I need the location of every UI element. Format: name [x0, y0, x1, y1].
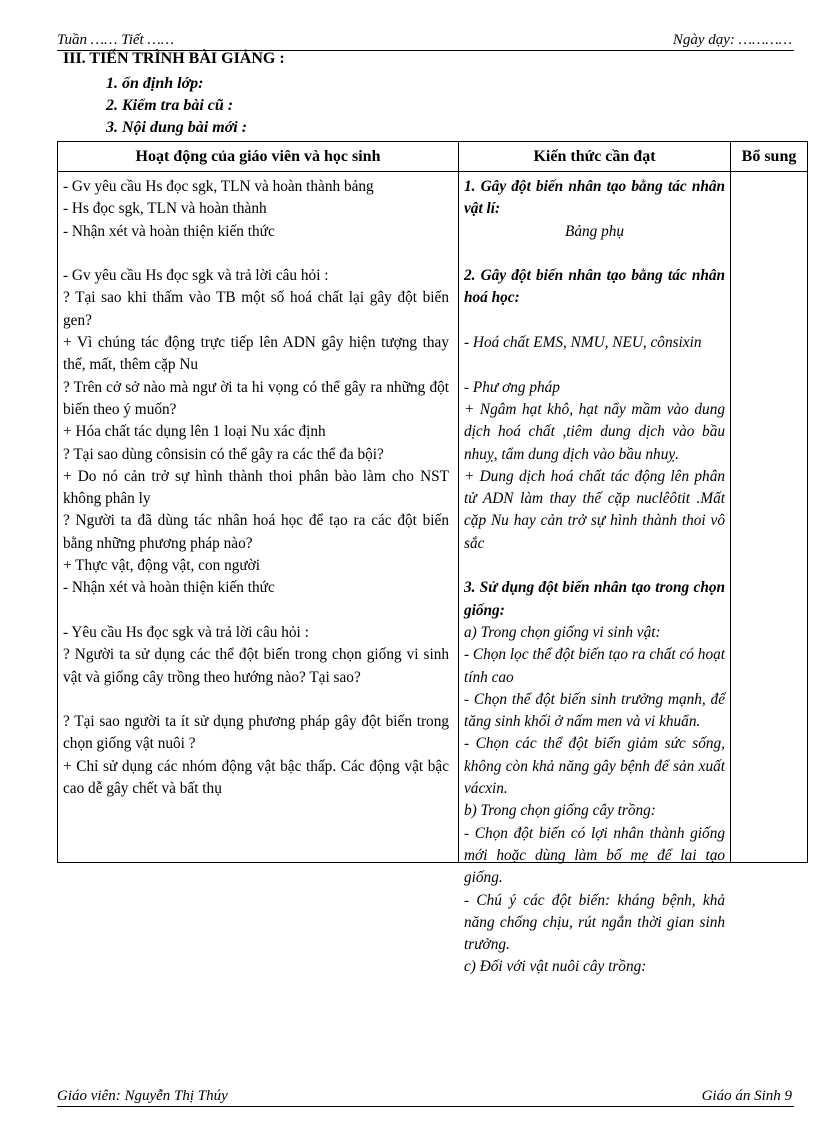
activity-line: + Chỉ sử dụng các nhóm động vật bậc thấp. Các động vật bậc cao dễ gây chết và bất thụ	[63, 757, 449, 798]
header-teaching-date: Ngày dạy: …………	[672, 32, 792, 48]
lesson-table	[57, 141, 808, 976]
activity-line: ? Tại sao khi thấm vào TB một số hoá chất lại gây đột biến gen?	[63, 289, 449, 329]
table-header-activities: Hoạt động của giáo viên và học sinh	[135, 148, 381, 165]
activity-line: ? Tại sao dùng cônsisin có thể gây ra các thể đa bội?	[63, 445, 384, 463]
knowledge-heading-3: 3. Sử dụng đột biến nhân tạo trong chọn giống:	[464, 579, 725, 619]
activity-line: ? Người ta đã dùng tác nhân hoá học để tạo ra các đột biến bằng những phương pháp nào?	[63, 512, 449, 552]
section-title: III. TIẾN TRÌNH BÀI GIẢNG :	[63, 50, 285, 67]
activity-line: - Gv yêu cầu Hs đọc sgk, TLN và hoàn thành bảng	[63, 178, 374, 195]
knowledge-line: a) Trong chọn giống vi sinh vật:	[464, 623, 661, 641]
knowledge-line: - Chọn đột biến có lợi nhân thành giống mới hoặc dùng làm bố mẹ để lai tạo giống.	[464, 824, 725, 887]
knowledge-note: Bảng phụ	[564, 222, 625, 240]
knowledge-line: - Hoá chất EMS, NMU, NEU, cônsixin	[464, 334, 702, 352]
footer-teacher: Giáo viên: Nguyễn Thị Thúy	[57, 1088, 228, 1104]
header-divider	[58, 171, 807, 172]
activity-line: + Vì chúng tác động trực tiếp lên ADN gây hiện tượng thay thế, mất, thêm cặp Nu	[63, 334, 449, 374]
section-item-3: 3. Nội dung bài mới :	[106, 119, 248, 136]
activity-line: + Hóa chất tác dụng lên 1 loại Nu xác định	[63, 423, 326, 441]
activity-line: - Nhận xét và hoàn thiện kiến thức	[63, 579, 275, 597]
activity-line: ? Trên cở sở nào mà ngư ời ta hi vọng có thể gây ra những đột biến theo ý muốn?	[63, 378, 449, 418]
knowledge-line: b) Trong chọn giống cây trồng:	[464, 802, 656, 820]
knowledge-heading-2: 2. Gây đột biến nhân tạo bằng tác nhân hoá học:	[464, 267, 725, 307]
page-header	[57, 30, 794, 51]
column-divider	[730, 142, 731, 862]
knowledge-column	[464, 176, 725, 979]
knowledge-line: + Ngâm hạt khô, hạt nẩy mầm vào dung dịch hoá chất ,tiêm dung dịch vào bầu nhuỵ, tẩm dung dịch vào bầu nhuỵ.	[464, 400, 725, 463]
knowledge-line: - Chú ý các đột biến: kháng bệnh, khả năng chống chịu, rút ngắn thời gian sinh trưởng.	[464, 891, 725, 954]
footer-subject: Giáo án Sinh 9	[701, 1088, 792, 1104]
knowledge-line: + Dung dịch hoá chất tác động lên phân tử ADN làm thay thế cặp nuclêôtit .Mất cặp Nu hay cản trở sự hình thành thoi vô sắc	[464, 467, 725, 552]
table-header-supplement: Bổ sung	[741, 148, 797, 165]
activity-line: - Hs đọc sgk, TLN và hoàn thành	[63, 200, 267, 218]
activity-line: - Nhận xét và hoàn thiện kiến thức	[63, 222, 275, 240]
knowledge-line: - Chọn các thể đột biến giảm sức sống, không còn khả năng gây bệnh để sản xuất vácxin.	[464, 735, 725, 798]
table-header-knowledge: Kiến thức cần đạt	[533, 148, 656, 165]
page-footer	[57, 1086, 794, 1107]
knowledge-line: c) Đối với vật nuôi cây trồng:	[464, 958, 647, 976]
knowledge-line: - Chọn thể đột biến sinh trưởng mạnh, để tăng sinh khối ở nấm men và vi khuẩn.	[464, 690, 725, 731]
activity-line: + Do nó cản trở sự hình thành thoi phân bào làm cho NST không phân ly	[63, 467, 449, 508]
activity-line: - Gv yêu cầu Hs đọc sgk và trả lời câu hỏi :	[63, 267, 329, 285]
knowledge-line: - Chọn lọc thể đột biến tạo ra chất có hoạt tính cao	[464, 646, 725, 686]
section-item-2: 2. Kiểm tra bài cũ :	[106, 97, 234, 114]
activity-line: - Yêu cầu Hs đọc sgk và trả lời câu hỏi :	[63, 623, 309, 641]
knowledge-line: - Phư ơng pháp	[464, 378, 560, 396]
activity-line: ? Tại sao người ta ít sử dụng phương pháp gây đột biến trong chọn giống vật nuôi ?	[63, 713, 449, 753]
knowledge-heading-1: 1. Gây đột biến nhân tạo bằng tác nhân vật lí:	[464, 178, 725, 218]
column-divider	[458, 142, 459, 862]
header-week-period: Tuần …… Tiết ……	[57, 32, 175, 48]
activity-line: ? Người ta sử dụng các thể đột biến trong chọn giống vi sinh vật và giống cây trồng theo hướng nào? Tại sao?	[63, 646, 449, 686]
section-item-1: 1. ổn định lớp:	[106, 75, 204, 92]
activity-line: + Thực vật, động vật, con người	[63, 557, 260, 575]
activities-column	[63, 176, 449, 800]
